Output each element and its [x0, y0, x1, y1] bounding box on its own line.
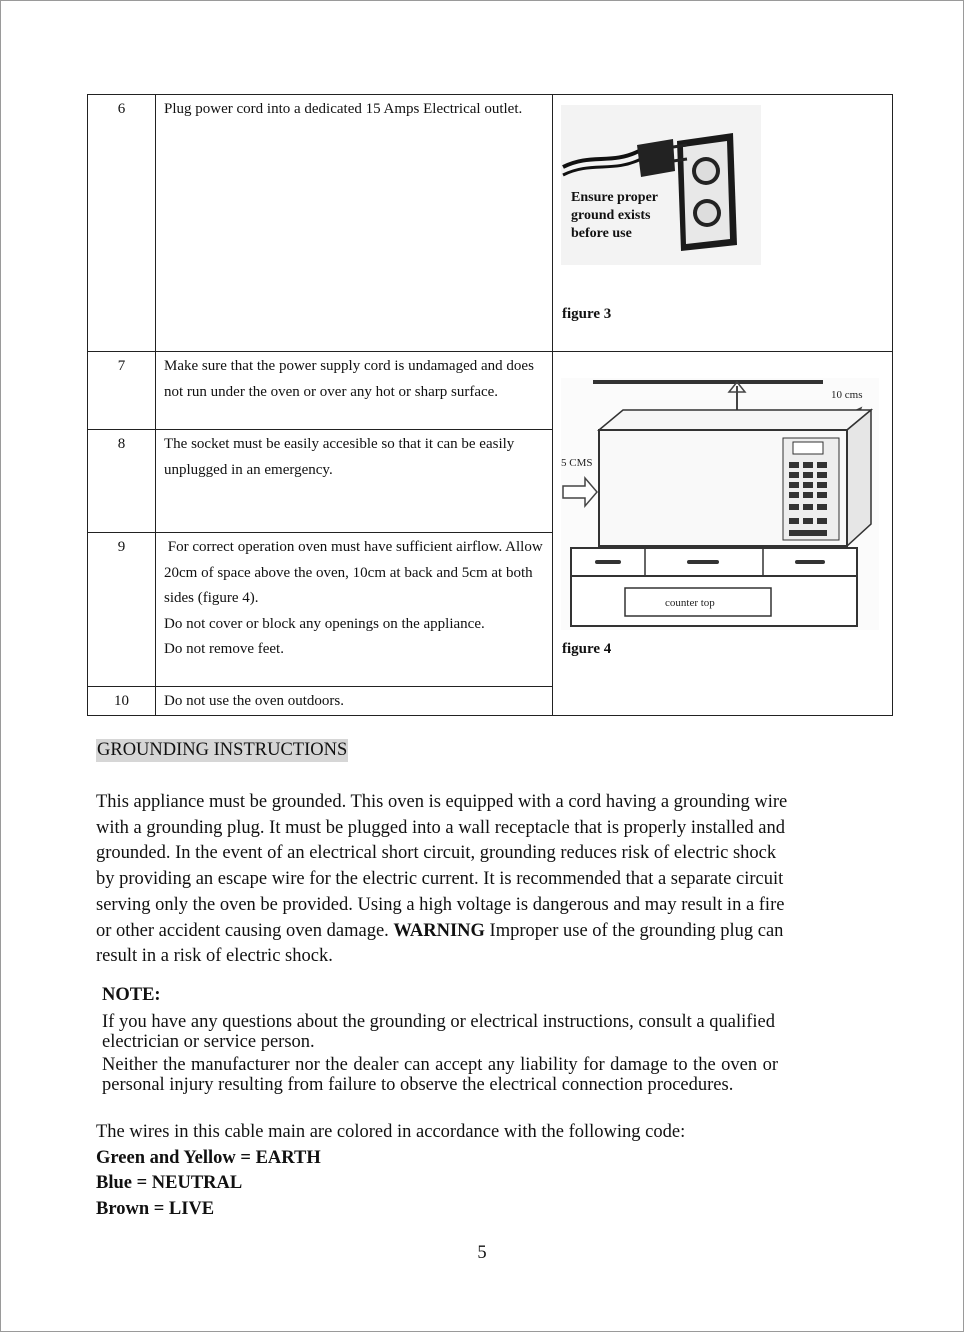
wire-earth: Green and Yellow = EARTH — [96, 1147, 321, 1168]
note-block — [102, 985, 778, 1095]
step-number: 10 — [88, 687, 156, 716]
wire-neutral: Blue = NEUTRAL — [96, 1173, 243, 1194]
figure-3-label-line: before use — [571, 226, 632, 241]
grounding-paragraph — [96, 790, 796, 970]
step-line: The socket must be easily accesible so that it can be easily unplugged in an emergency. — [164, 436, 515, 478]
wiring-codes — [96, 1120, 685, 1223]
step-number: 6 — [88, 95, 156, 352]
oven-clearance-illustration — [561, 378, 879, 630]
step-text — [156, 687, 553, 716]
instructions-table — [87, 94, 893, 716]
step-line: Plug power cord into a dedicated 15 Amps Electrical outlet. — [164, 101, 523, 117]
back-clearance-label: 10 cms — [831, 389, 863, 401]
step-line: Do not remove feet. — [164, 641, 284, 657]
table-row — [88, 352, 893, 430]
note-paragraph-2: Neither the manufacturer nor the dealer can accept any liability for damage to the oven or personal injury resulting from failure to observe the electrical connection procedures. — [102, 1055, 778, 1095]
step-text — [156, 533, 553, 687]
grounding-heading: GROUNDING INSTRUCTIONS — [97, 740, 348, 760]
note-heading: NOTE: — [102, 985, 161, 1005]
step-line: Do not use the oven outdoors. — [164, 693, 344, 709]
side-clearance-label: 5 CMS — [561, 457, 593, 469]
step-text — [156, 95, 553, 352]
step-number: 7 — [88, 352, 156, 430]
page-number: 5 — [477, 1243, 487, 1263]
figure-3-label-line: ground exists — [571, 208, 651, 223]
step-number: 8 — [88, 430, 156, 533]
note-paragraph-1: If you have any questions about the grounding or electrical instructions, consult a qualified electrician or service person. — [102, 1012, 776, 1052]
figure-4-caption: figure 4 — [562, 641, 612, 657]
wiring-intro: The wires in this cable main are colored in accordance with the following code: — [96, 1122, 686, 1142]
step-line: Do not cover or block any openings on the appliance. — [164, 615, 485, 632]
step-line: Make sure that the power supply cord is undamaged and does not run under the oven or over any hot or sharp surface. — [164, 358, 534, 400]
figure-3-label-line: Ensure proper — [571, 190, 658, 205]
figure-4-cell — [553, 352, 893, 716]
plug-outlet-illustration — [561, 105, 761, 265]
warning-text: Improper use of the grounding plug can result in a risk of electric shock. — [96, 920, 784, 967]
counter-top-label: counter top — [665, 597, 715, 609]
grounding-text: This appliance must be grounded. This oven is equipped with a cord having a grounding wire with a grounding plug. It must be plugged into a wall receptacle that is properly installed and grounded. In the event of an electrical short circuit, grounding reduces risk of electric shock by providing an escape wire for the electric current. It is recommended that a separate circuit serving only the oven be provided. Using a high voltage is dangerous and may result in a fire or other accident causing oven damage. — [96, 792, 788, 941]
figure-3-caption: figure 3 — [562, 306, 612, 322]
figure-3-cell — [553, 95, 893, 352]
warning-label: WARNING — [393, 920, 485, 941]
wire-live: Brown = LIVE — [96, 1199, 215, 1220]
step-line: For correct operation oven must have sufficient airflow. Allow 20cm of space above the oven, 10cm at back and 5cm at both sides (figure 4). — [164, 539, 543, 606]
step-text — [156, 430, 553, 533]
table-row — [88, 95, 893, 352]
step-text — [156, 352, 553, 430]
step-number: 9 — [88, 533, 156, 687]
